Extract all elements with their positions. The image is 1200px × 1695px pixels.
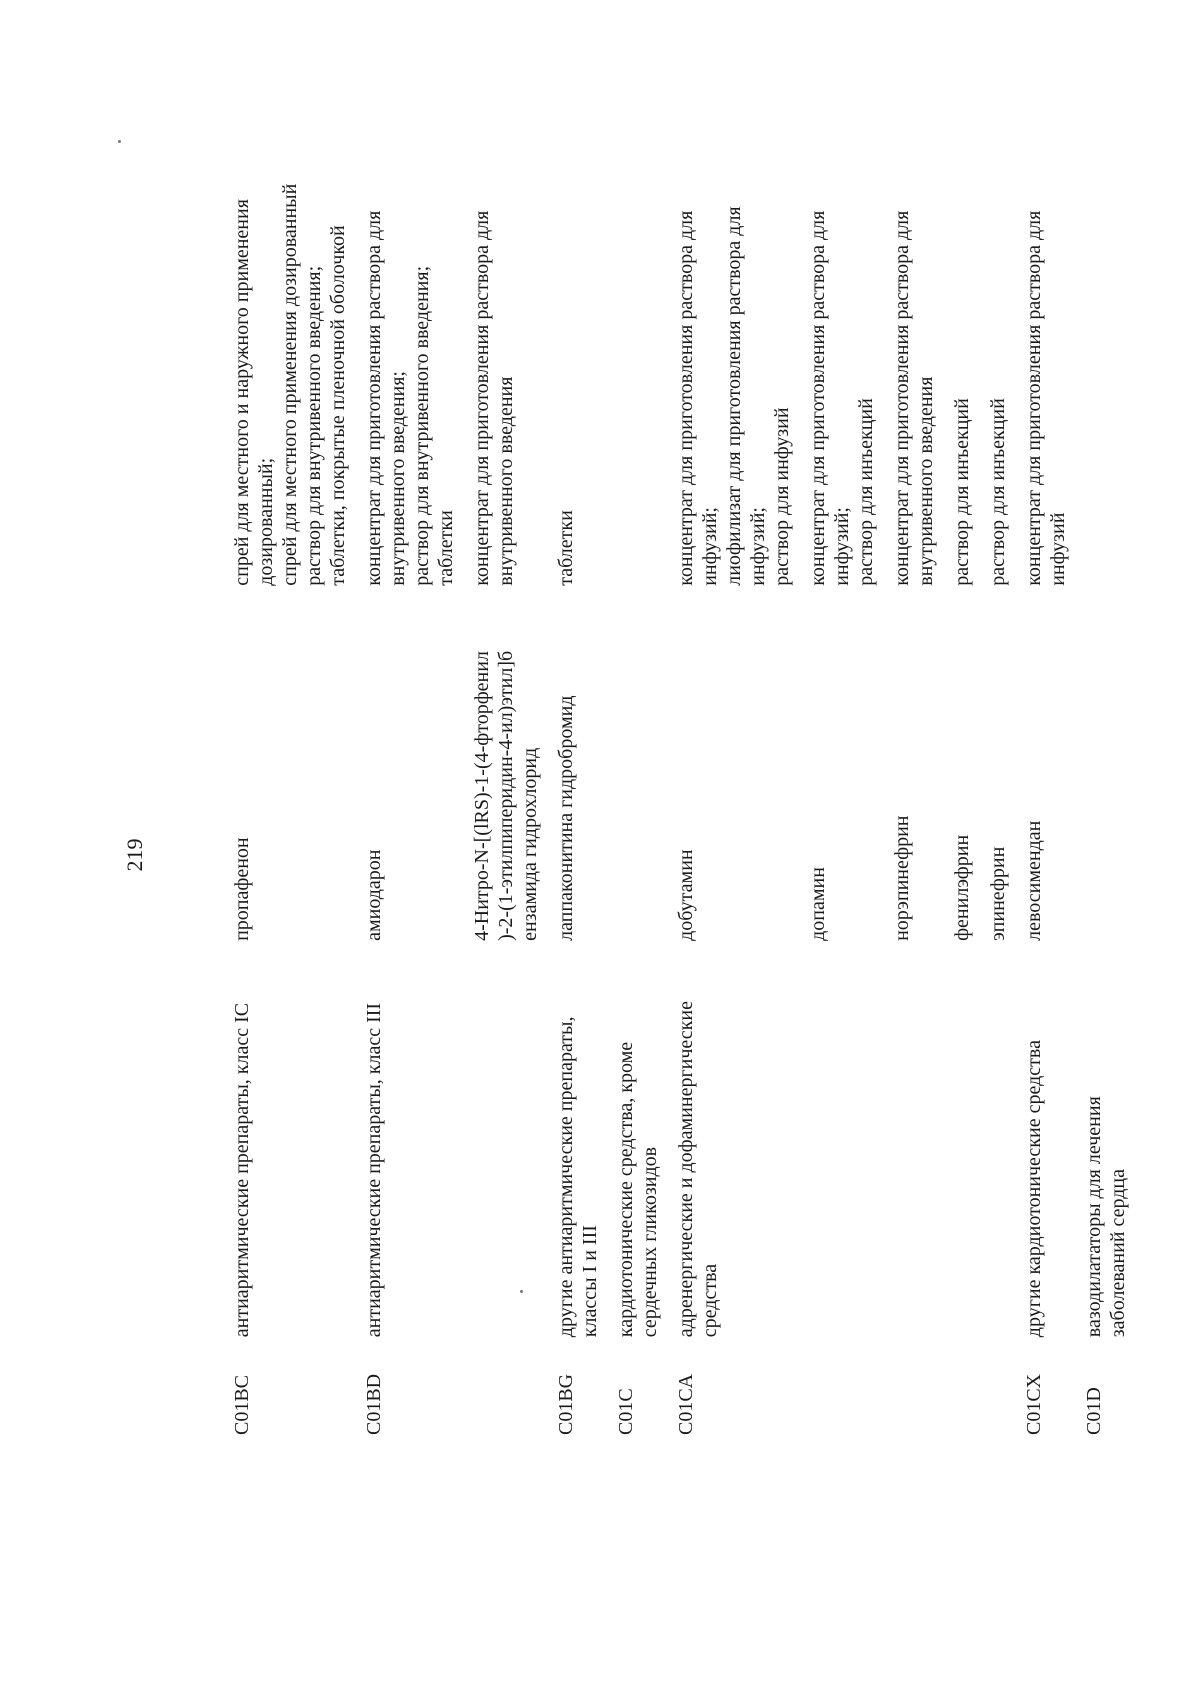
page-number: 219 xyxy=(122,838,147,872)
atc-code xyxy=(986,1337,1022,1435)
atc-code xyxy=(806,1337,890,1435)
atc-group-name xyxy=(986,941,1022,1337)
dosage-form-line: концентрат для приготовления раствора для xyxy=(891,210,913,586)
atc-group-name xyxy=(1022,941,1082,1337)
dosage-form xyxy=(554,35,614,586)
atc-group-name xyxy=(362,941,470,1337)
dosage-form xyxy=(1022,35,1082,586)
dosage-form-line: раствор для внутривенного введения; xyxy=(411,265,433,586)
atc-group-name-line: антиаритмические препараты, класс IC xyxy=(231,1002,253,1338)
atc-code: C01CA xyxy=(675,1373,697,1435)
inn-name-line: допамин xyxy=(807,867,829,941)
dosage-form xyxy=(1082,35,1142,586)
table-row xyxy=(806,35,890,1435)
table-row xyxy=(890,35,950,1435)
scan-speck xyxy=(520,1290,523,1293)
dosage-form xyxy=(614,35,674,586)
atc-group-name xyxy=(890,941,950,1337)
dosage-form-line: таблетки, покрытые пленочной оболочкой xyxy=(327,225,349,586)
inn-name xyxy=(674,586,806,941)
drug-table-body xyxy=(230,35,1142,1435)
dosage-form-line: таблетки xyxy=(555,510,577,586)
inn-name xyxy=(1082,586,1142,941)
dosage-form-line: инфузий xyxy=(1047,512,1069,586)
atc-group-name xyxy=(554,941,614,1337)
table-row xyxy=(674,35,806,1435)
inn-name-line: 4-Нитро-N-[(lRS)-1-(4-фторфенил xyxy=(471,651,493,941)
atc-group-name-line: сердечных гликозидов xyxy=(639,1146,661,1338)
dosage-form xyxy=(230,35,362,586)
dosage-form-line: внутривенного введения xyxy=(915,376,937,586)
atc-code: C01CX xyxy=(1023,1373,1045,1435)
table-row xyxy=(1022,35,1082,1435)
dosage-form-line: инфузий; xyxy=(699,507,721,586)
dosage-form-line: концентрат для приготовления раствора для xyxy=(675,210,697,586)
inn-name xyxy=(986,586,1022,941)
atc-code xyxy=(950,1337,986,1435)
atc-group-name xyxy=(470,941,554,1337)
table-row xyxy=(950,35,986,1435)
dosage-form xyxy=(806,35,890,586)
inn-name xyxy=(950,586,986,941)
atc-group-name-line: вазодилататоры для лечения xyxy=(1083,1096,1105,1338)
table-row xyxy=(470,35,554,1435)
atc-code: C01C xyxy=(615,1388,637,1435)
dosage-form xyxy=(890,35,950,586)
inn-name-line: амиодарон xyxy=(363,849,385,941)
dosage-form-line: дозированный; xyxy=(255,457,277,586)
inn-name xyxy=(470,586,554,941)
inn-name xyxy=(1022,586,1082,941)
table-row xyxy=(986,35,1022,1435)
atc-group-name xyxy=(806,941,890,1337)
table-row xyxy=(230,35,362,1435)
table-row xyxy=(614,35,674,1435)
table-row xyxy=(362,35,470,1435)
inn-name-line: лаппаконитина гидробромид xyxy=(555,695,577,941)
inn-name xyxy=(230,586,362,941)
atc-code: C01BD xyxy=(363,1373,385,1435)
atc-group-name-line: другие антиаритмические препараты, xyxy=(555,1016,577,1338)
drug-table xyxy=(230,35,1142,1435)
dosage-form-line: раствор для инфузий xyxy=(771,407,793,586)
atc-code: C01BG xyxy=(555,1373,577,1435)
atc-group-name xyxy=(614,941,674,1337)
dosage-form xyxy=(674,35,806,586)
dosage-form-line: внутривенного введения; xyxy=(387,371,409,586)
dosage-form-line: таблетки xyxy=(435,510,457,586)
inn-name xyxy=(614,586,674,941)
atc-group-name xyxy=(230,941,362,1337)
dosage-form-line: раствор для инъекций xyxy=(987,398,1009,586)
atc-group-name-line: заболеваний сердца xyxy=(1107,1169,1129,1338)
dosage-form xyxy=(362,35,470,586)
dosage-form-line: концентрат для приготовления раствора для xyxy=(363,210,385,586)
inn-name-line: )-2-(1-этилпиперидин-4-ил)этил]б xyxy=(495,650,517,941)
atc-code: C01D xyxy=(1083,1387,1105,1435)
inn-name xyxy=(362,586,470,941)
atc-group-name xyxy=(1082,941,1142,1337)
atc-group-name-line: антиаритмические препараты, класс III xyxy=(363,1002,385,1338)
dosage-form-line: лиофилизат для приготовления раствора для xyxy=(723,206,745,586)
inn-name xyxy=(806,586,890,941)
atc-code xyxy=(890,1337,950,1435)
atc-group-name-line: средства xyxy=(699,1263,721,1338)
dosage-form xyxy=(986,35,1022,586)
atc-code: C01BC xyxy=(231,1374,253,1435)
dosage-form-line: раствор для внутривенного введения; xyxy=(303,265,325,586)
inn-name-line: добутамин xyxy=(675,849,697,941)
atc-group-name xyxy=(674,941,806,1337)
inn-name xyxy=(890,586,950,941)
atc-group-name-line: другие кардиотонические средства xyxy=(1023,1040,1045,1338)
dosage-form-line: концентрат для приготовления раствора для xyxy=(807,210,829,586)
atc-group-name-line: классы I и III xyxy=(579,1225,601,1338)
atc-code xyxy=(470,1337,554,1435)
atc-group-name-line: адренергические и дофаминергические xyxy=(675,1001,697,1338)
dosage-form-line: концентрат для приготовления раствора для xyxy=(471,210,493,586)
dosage-form-line: концентрат для приготовления раствора для xyxy=(1023,210,1045,586)
dosage-form xyxy=(950,35,986,586)
inn-name xyxy=(554,586,614,941)
dosage-form-line: спрей для местного применения дозированный xyxy=(279,183,301,586)
dosage-form-line: раствор для инъекций xyxy=(951,398,973,586)
dosage-form-line: раствор для инъекций xyxy=(855,398,877,586)
inn-name-line: ензамида гидрохлорид xyxy=(519,747,541,941)
inn-name-line: фенилэфрин xyxy=(951,834,973,941)
dosage-form-line: внутривенного введения xyxy=(495,376,517,586)
atc-group-name-line: кардиотонические средства, кроме xyxy=(615,1041,637,1338)
inn-name-line: пропафенон xyxy=(231,837,253,941)
scan-speck xyxy=(118,140,121,143)
dosage-form xyxy=(470,35,554,586)
inn-name-line: эпинефрин xyxy=(987,846,1009,941)
dosage-form-line: спрей для местного и наружного применения xyxy=(231,199,253,586)
atc-group-name xyxy=(950,941,986,1337)
dosage-form-line: инфузий; xyxy=(747,507,769,586)
table-row xyxy=(1082,35,1142,1435)
inn-name-line: норэпинефрин xyxy=(891,815,913,941)
inn-name-line: левосимендан xyxy=(1023,820,1045,941)
dosage-form-line: инфузий; xyxy=(831,507,853,586)
table-row xyxy=(554,35,614,1435)
